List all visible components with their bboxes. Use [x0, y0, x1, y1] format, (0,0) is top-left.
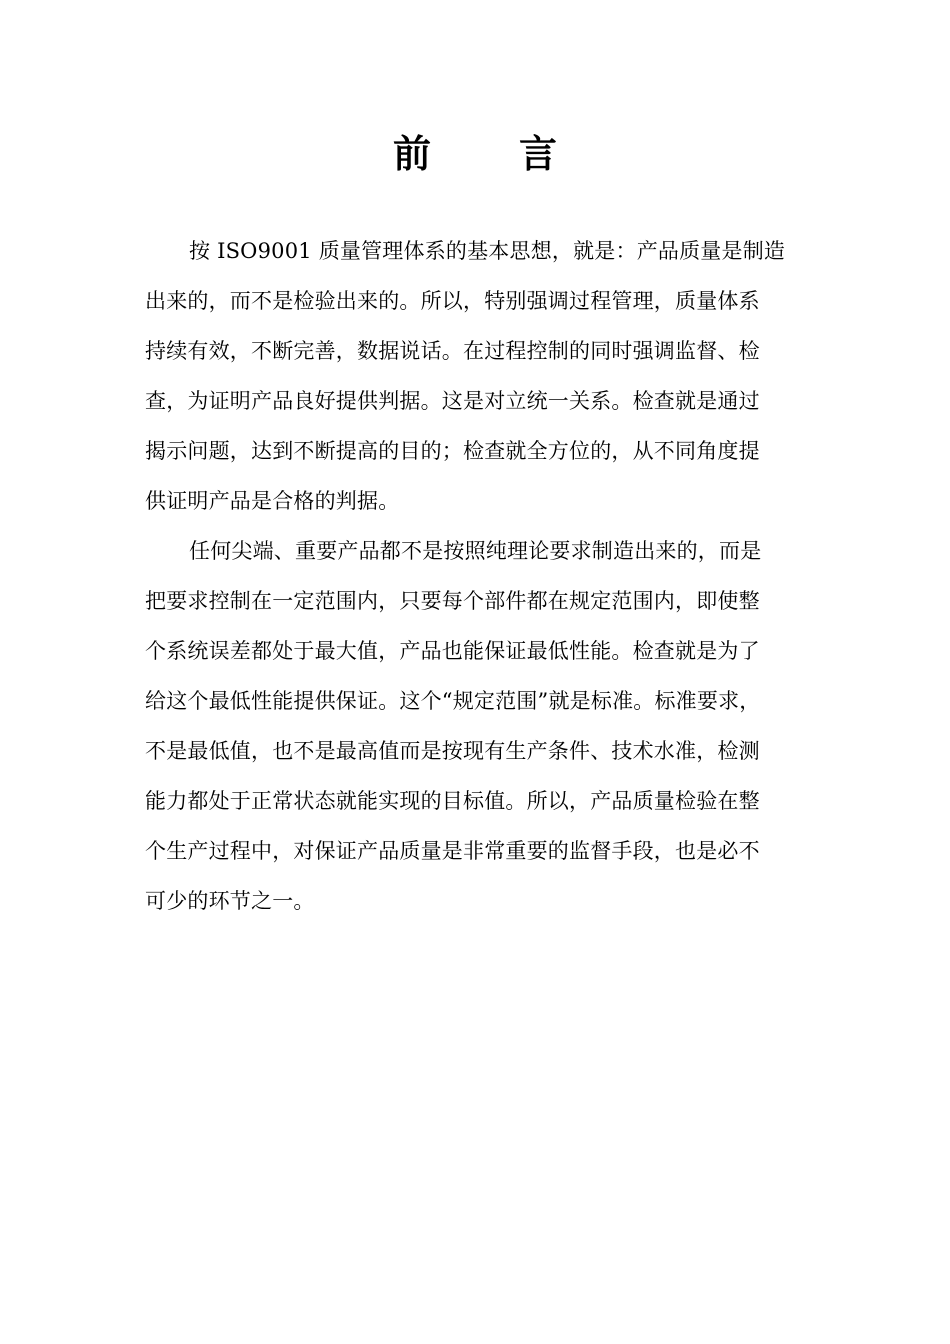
paragraph-line: 持续有效，不断完善，数据说话。在过程控制的同时强调监督、检: [145, 339, 760, 363]
paragraph-line: 个生产过程中，对保证产品质量是非常重要的监督手段，也是必不: [145, 839, 760, 863]
paragraph-line: 查，为证明产品良好提供判据。这是对立统一关系。检查就是通过: [145, 389, 760, 413]
paragraph-line: 个系统误差都处于最大值，产品也能保证最低性能。检查就是为了: [145, 639, 760, 663]
paragraph-line: 给这个最低性能提供保证。这个“规定范围”就是标准。标准要求，: [145, 689, 761, 713]
page-title: [0, 126, 950, 182]
page-title-char-2: 言: [519, 131, 558, 176]
paragraph-line: 把要求控制在一定范围内，只要每个部件都在规定范围内，即使整: [145, 589, 760, 613]
paragraph-line: 可少的环节之一。: [145, 889, 315, 913]
paragraph: [145, 526, 825, 926]
document-body: [145, 226, 825, 926]
paragraph-line: 按 ISO9001 质量管理体系的基本思想，就是：产品质量是制造: [189, 239, 786, 263]
paragraph-line: 不是最低值，也不是最高值而是按现有生产条件、技术水准，检测: [145, 739, 760, 763]
paragraph-line: 出来的，而不是检验出来的。所以，特别强调过程管理，质量体系: [145, 289, 760, 313]
paragraph-line: 供证明产品是合格的判据。: [145, 489, 400, 513]
paragraph-line: 任何尖端、重要产品都不是按照纯理论要求制造出来的，而是: [189, 539, 762, 563]
page-title-char-1: 前: [392, 131, 431, 176]
paragraph-line: 能力都处于正常状态就能实现的目标值。所以，产品质量检验在整: [145, 789, 760, 813]
paragraph-line: 揭示问题，达到不断提高的目的；检查就全方位的，从不同角度提: [145, 439, 760, 463]
paragraph: [145, 226, 825, 526]
